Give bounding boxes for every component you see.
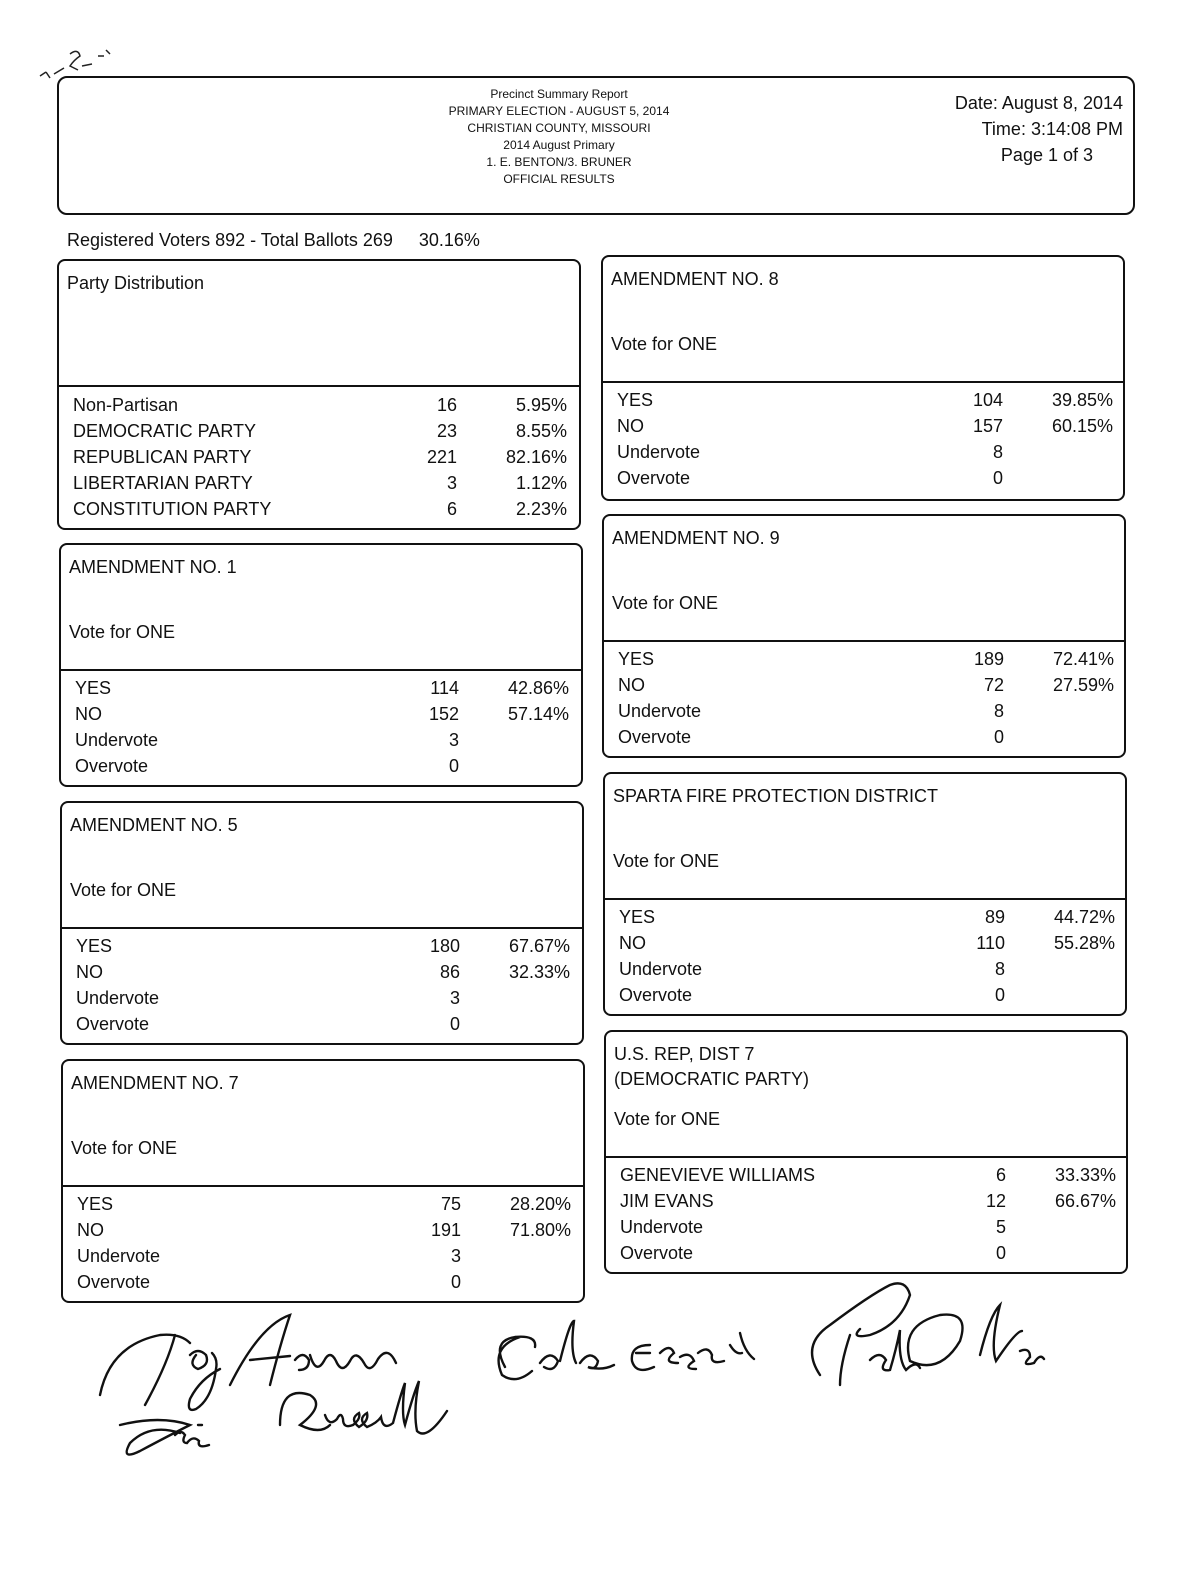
row-label: CONSTITUTION PARTY (73, 499, 272, 519)
row-percent: 33.33% (1054, 1165, 1116, 1185)
us-rep-dist-7-box (604, 1030, 1128, 1274)
precinct-name: 1. E. BENTON/3. BRUNER (486, 155, 632, 169)
row-count: 3 (450, 1246, 461, 1266)
result-rows (604, 649, 1124, 753)
row-label: GENEVIEVE WILLIAMS (620, 1165, 816, 1185)
row-label: NO (75, 704, 102, 724)
registered-voters-text: Registered Voters 892 - Total Ballots 269 (67, 230, 393, 250)
row-percent: 72.41% (1052, 649, 1114, 669)
row-count: 75 (440, 1194, 461, 1214)
row-percent: 28.20% (509, 1194, 571, 1214)
row-count: 152 (428, 704, 459, 724)
amendment-9-box (602, 514, 1126, 758)
county-name: CHRISTIAN COUNTY, MISSOURI (467, 121, 651, 135)
report-time: Time: 3:14:08 PM (981, 119, 1123, 139)
row-label: NO (617, 416, 644, 436)
turnout-percent: 30.16% (418, 230, 480, 250)
divider (62, 927, 582, 929)
row-label: Undervote (75, 730, 159, 750)
row-count: 3 (446, 473, 457, 493)
result-row (61, 730, 581, 756)
row-label: NO (76, 962, 103, 982)
row-percent: 57.14% (507, 704, 569, 724)
row-count: 6 (995, 1165, 1006, 1185)
row-count: 0 (449, 1014, 460, 1034)
row-count: 23 (436, 421, 457, 441)
row-label: YES (618, 649, 655, 669)
result-row (604, 727, 1124, 753)
divider (606, 1156, 1126, 1158)
result-rows (606, 1165, 1126, 1269)
election-label: 2014 August Primary (503, 138, 615, 152)
row-count: 189 (973, 649, 1004, 669)
result-row (603, 390, 1123, 416)
row-count: 6 (446, 499, 457, 519)
row-label: NO (77, 1220, 104, 1240)
amendment-7-box (61, 1059, 585, 1303)
result-row (606, 1243, 1126, 1269)
box-title: AMENDMENT NO. 1 (69, 557, 237, 577)
row-count: 180 (429, 936, 460, 956)
result-row (59, 499, 579, 525)
result-rows (62, 936, 582, 1040)
row-percent: 42.86% (507, 678, 569, 698)
row-label: YES (617, 390, 654, 410)
sparta-fire-district-box (603, 772, 1127, 1016)
row-percent: 32.33% (508, 962, 570, 982)
result-row (603, 416, 1123, 442)
divider (603, 381, 1123, 383)
divider (63, 1185, 583, 1187)
row-label: LIBERTARIAN PARTY (73, 473, 253, 493)
result-rows (605, 907, 1125, 1011)
result-row (604, 675, 1124, 701)
row-label: JIM EVANS (620, 1191, 714, 1211)
row-percent: 71.80% (509, 1220, 571, 1240)
row-label: Undervote (620, 1217, 704, 1237)
row-count: 0 (448, 756, 459, 776)
row-percent: 67.67% (508, 936, 570, 956)
row-count: 3 (448, 730, 459, 750)
result-row (605, 985, 1125, 1011)
row-percent: 8.55% (515, 421, 567, 441)
result-row (604, 701, 1124, 727)
vote-instruction: Vote for ONE (71, 1138, 178, 1158)
row-percent: 39.85% (1051, 390, 1113, 410)
result-row (606, 1165, 1126, 1191)
row-count: 221 (426, 447, 457, 467)
divider (59, 385, 579, 387)
report-title: Precinct Summary Report (490, 87, 628, 101)
row-count: 0 (450, 1272, 461, 1292)
row-count: 16 (436, 395, 457, 415)
row-count: 8 (992, 442, 1003, 462)
divider (61, 669, 581, 671)
row-percent: 60.15% (1051, 416, 1113, 436)
box-title (614, 1042, 809, 1092)
result-row (62, 1014, 582, 1040)
result-row (605, 907, 1125, 933)
row-count: 8 (993, 701, 1004, 721)
row-label: Undervote (619, 959, 703, 979)
row-count: 0 (993, 727, 1004, 747)
result-row (62, 936, 582, 962)
row-label: YES (77, 1194, 114, 1214)
vote-instruction: Vote for ONE (69, 622, 176, 642)
row-count: 86 (439, 962, 460, 982)
row-label: YES (619, 907, 656, 927)
vote-instruction: Vote for ONE (613, 851, 720, 871)
row-percent: 66.67% (1054, 1191, 1116, 1211)
result-row (59, 395, 579, 421)
row-label: Overvote (77, 1272, 151, 1292)
row-label: Overvote (620, 1243, 694, 1263)
result-rows (59, 395, 579, 525)
report-meta (903, 90, 1123, 168)
vote-instruction: Vote for ONE (612, 593, 719, 613)
row-label: Overvote (76, 1014, 150, 1034)
divider (605, 898, 1125, 900)
row-percent: 82.16% (505, 447, 567, 467)
contest-name: U.S. REP, DIST 7 (614, 1044, 755, 1064)
row-label: Overvote (75, 756, 149, 776)
vote-instruction: Vote for ONE (70, 880, 177, 900)
row-label: Undervote (618, 701, 702, 721)
vote-instruction: Vote for ONE (614, 1109, 721, 1129)
amendment-5-box (60, 801, 584, 1045)
row-count: 0 (992, 468, 1003, 488)
row-label: Non-Partisan (73, 395, 179, 415)
contest-party: (DEMOCRATIC PARTY) (614, 1069, 810, 1089)
result-row (63, 1194, 583, 1220)
row-count: 191 (430, 1220, 461, 1240)
row-label: Overvote (618, 727, 692, 747)
row-count: 104 (972, 390, 1003, 410)
result-row (604, 649, 1124, 675)
row-count: 114 (430, 678, 459, 698)
result-row (59, 473, 579, 499)
result-row (59, 447, 579, 473)
row-count: 157 (972, 416, 1003, 436)
election-name: PRIMARY ELECTION - AUGUST 5, 2014 (448, 104, 670, 118)
row-percent: 1.12% (515, 473, 567, 493)
row-label: Undervote (77, 1246, 161, 1266)
row-count: 3 (449, 988, 460, 1008)
result-row (61, 704, 581, 730)
box-title: Party Distribution (67, 273, 205, 293)
row-label: DEMOCRATIC PARTY (73, 421, 257, 441)
handwritten-signatures (80, 1275, 1120, 1495)
row-percent: 27.59% (1052, 675, 1114, 695)
row-count: 5 (995, 1217, 1006, 1237)
vote-instruction: Vote for ONE (611, 334, 718, 354)
row-label: Overvote (617, 468, 691, 488)
result-row (63, 1220, 583, 1246)
row-percent: 55.28% (1053, 933, 1115, 953)
amendment-1-box (59, 543, 583, 787)
result-row (605, 933, 1125, 959)
result-row (63, 1246, 583, 1272)
report-title-block (389, 86, 729, 188)
row-count: 12 (985, 1191, 1006, 1211)
result-rows (603, 390, 1123, 494)
result-row (61, 678, 581, 704)
result-row (606, 1191, 1126, 1217)
box-title: AMENDMENT NO. 9 (612, 528, 780, 548)
row-count: 89 (984, 907, 1005, 927)
result-rows (61, 678, 581, 782)
row-count: 0 (994, 985, 1005, 1005)
row-label: NO (618, 675, 645, 695)
report-date: Date: August 8, 2014 (954, 93, 1123, 113)
box-title: AMENDMENT NO. 8 (611, 269, 779, 289)
row-percent: 5.95% (515, 395, 567, 415)
row-label: REPUBLICAN PARTY (73, 447, 252, 467)
result-row (62, 962, 582, 988)
box-title: SPARTA FIRE PROTECTION DISTRICT (613, 786, 939, 806)
result-row (59, 421, 579, 447)
row-label: Undervote (76, 988, 160, 1008)
official-results-label: OFFICIAL RESULTS (503, 172, 615, 186)
row-label: Overvote (619, 985, 693, 1005)
report-header (57, 76, 1135, 215)
party-distribution-box (57, 259, 581, 530)
row-percent: 44.72% (1053, 907, 1115, 927)
row-label: YES (75, 678, 112, 698)
row-count: 110 (976, 933, 1005, 953)
row-label: NO (619, 933, 646, 953)
registered-voters-line (67, 230, 480, 251)
divider (604, 640, 1124, 642)
page-number: Page 1 of 3 (1000, 145, 1093, 165)
amendment-8-box (601, 255, 1125, 501)
result-row (62, 988, 582, 1014)
result-row (603, 468, 1123, 494)
row-count: 8 (994, 959, 1005, 979)
result-row (61, 756, 581, 782)
result-row (605, 959, 1125, 985)
box-title: AMENDMENT NO. 7 (71, 1073, 239, 1093)
result-row (603, 442, 1123, 468)
row-count: 0 (995, 1243, 1006, 1263)
row-percent: 2.23% (515, 499, 567, 519)
row-label: Undervote (617, 442, 701, 462)
row-count: 72 (983, 675, 1004, 695)
box-title: AMENDMENT NO. 5 (70, 815, 238, 835)
result-row (606, 1217, 1126, 1243)
row-label: YES (76, 936, 113, 956)
